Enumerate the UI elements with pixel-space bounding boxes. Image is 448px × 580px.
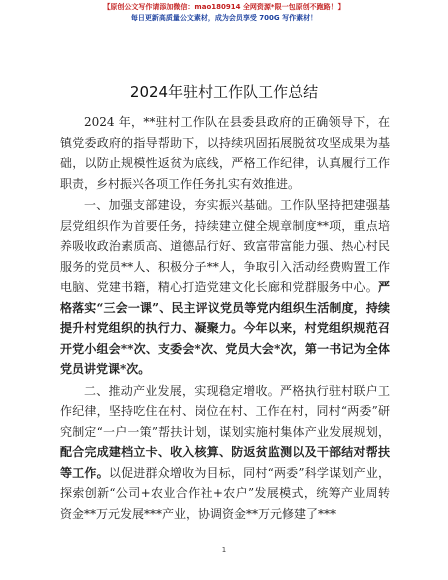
paragraph-party-building-text: 一、加强支部建设，夯实振兴基础。工作队坚持把建强基层党组织作为首要任务，持续建立健全规章制度**项，重点培养吸收政治素质高、道德品行好、致富带富能力强、热心村民服务的党员**人、积极分子**人，争取引入活动经费购置工作电脑、党建书籍，精心打造党建文化长廊和党群服务中心。 [60, 198, 390, 294]
paragraph-industry-text-1: 二、推动产业发展，实现稳定增收。严格执行驻村联户工作纪律，坚持吃住在村、岗位在村、工作在村，同村“两委”研究制定“一户一策”帮扶计划，谋划实施村集体产业发展规划， [60, 383, 390, 439]
paragraph-industry-text-2: 以促进群众增收为目标，同村“两委”科学谋划产业，探索创新“公司+农业合作社+农户”发展模式，统筹产业周转资金**万元发展***产业，协调资金**万元修建了*** [60, 465, 390, 521]
paragraph-party-building [60, 195, 390, 380]
paragraph-intro: 2024 年，**驻村工作队在县委县政府的正确领导下，在镇党委政府的指导帮助下，以持续巩固拓展脱贫攻坚成果为基础，以防止规模性返贫为底线，严格工作纪律，认真履行工作职责，乡村振兴各项工作任务扎实有效推进。 [60, 115, 390, 191]
banner-line-contact: 【原创公文写作请添加微信：mao180914 全网资源*限一包原创不跑路！】 [103, 3, 345, 11]
header-banner [0, 2, 448, 24]
paragraph-party-building-emphasis: 严格落实“三会一课”、民主评议党员等党内组织生活制度，持续提升村党组织的执行力、凝聚力。今年以来，村党组织规范召开党小组会**次、支委会*次、党员大会*次，第一书记为全体党员讲党课*次。 [60, 280, 390, 376]
paragraph-industry [60, 381, 390, 525]
banner-line-membership: 每日更新高质量公文素材，成为会员享受 700G 写作素材！ [130, 14, 318, 22]
document-body [60, 112, 390, 524]
page-number: 1 [221, 546, 227, 554]
document-title: 2024年驻村工作队工作总结 [129, 83, 319, 101]
paragraph-industry-emphasis: 配合完成建档立卡、收入核算、防返贫监测以及干部结对帮扶等工作。 [60, 445, 390, 480]
